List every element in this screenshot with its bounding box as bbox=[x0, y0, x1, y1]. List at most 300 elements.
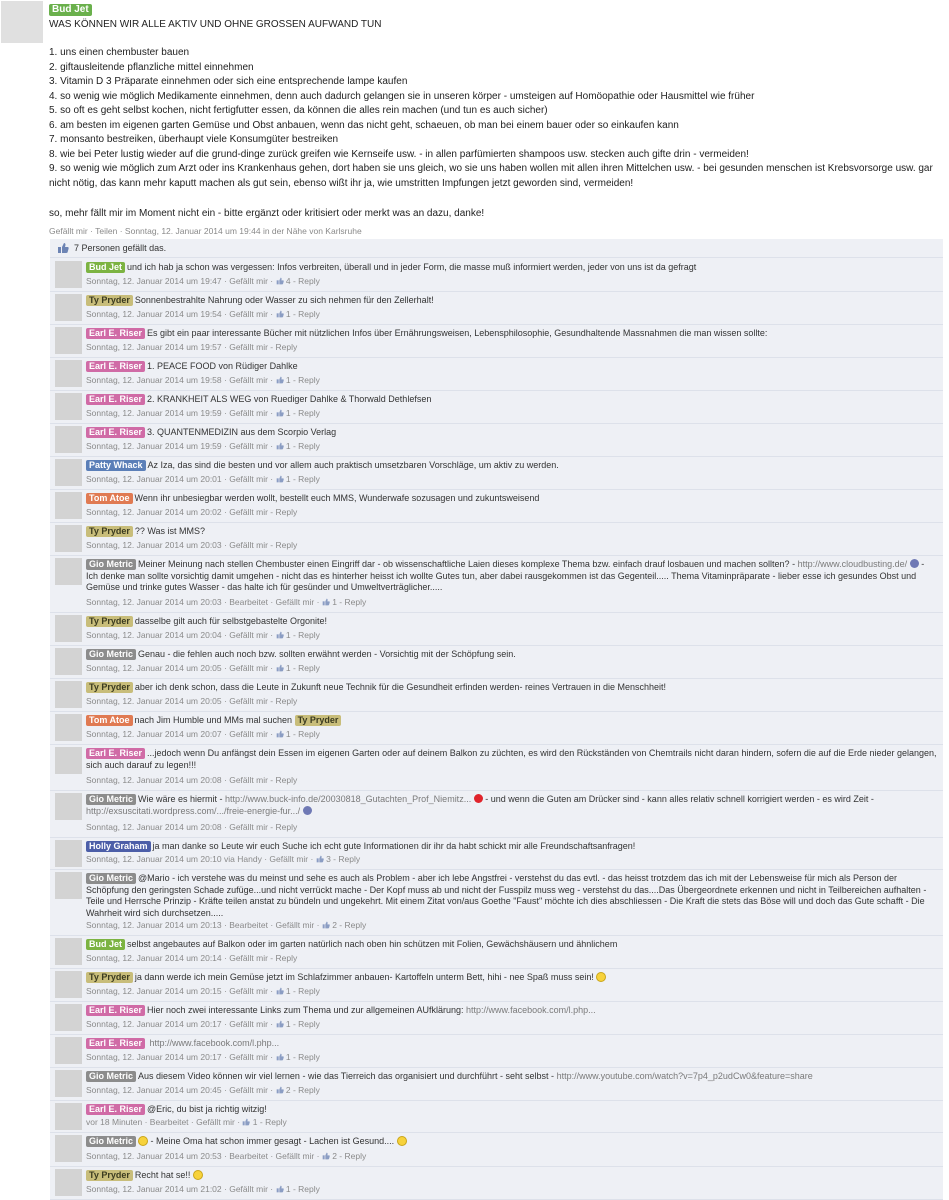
avatar[interactable] bbox=[55, 558, 82, 585]
comment-author[interactable]: Earl E. Riser bbox=[86, 1005, 145, 1016]
comment-author[interactable]: Ty Pryder bbox=[86, 972, 133, 983]
like-count[interactable]: 1 bbox=[285, 986, 291, 996]
comment-timestamp[interactable]: Sonntag, 12. Januar 2014 um 20:04 bbox=[86, 630, 222, 640]
comment-meta: Sonntag, 12. Januar 2014 um 20:01 · Gefällt mir · 1 - Reply bbox=[86, 474, 320, 484]
comment-link[interactable]: http://www.facebook.com/l.php... bbox=[149, 1038, 280, 1048]
reply-link[interactable]: Reply bbox=[298, 375, 320, 385]
like-link[interactable]: Gefällt mir bbox=[229, 408, 268, 418]
comment-row bbox=[50, 259, 943, 292]
comment-text: dasselbe gilt auch für selbstgebastelte Orgonite! bbox=[134, 616, 327, 626]
comment-timestamp[interactable]: Sonntag, 12. Januar 2014 um 20:53 bbox=[86, 1151, 222, 1161]
comment-timestamp[interactable]: Sonntag, 12. Januar 2014 um 19:59 bbox=[86, 408, 222, 418]
comment-row bbox=[50, 679, 943, 712]
comment-body bbox=[86, 972, 938, 984]
comment-text: und ich hab ja schon was vergessen: Infos verbreiten, überall und in jeder Form, die masse muß informiert werden, jeder von uns ist da gefragt bbox=[127, 262, 697, 272]
comment-meta: Sonntag, 12. Januar 2014 um 19:57 · Gefällt mir - Reply bbox=[86, 342, 298, 352]
like-link[interactable]: Gefällt mir bbox=[229, 276, 268, 286]
like-count[interactable]: 1 bbox=[285, 408, 291, 418]
post-body bbox=[49, 46, 939, 191]
likes-bar bbox=[50, 239, 943, 258]
comment-timestamp[interactable]: Sonntag, 12. Januar 2014 um 20:05 bbox=[86, 663, 222, 673]
like-count[interactable]: 2 bbox=[332, 1151, 337, 1161]
comment-link[interactable]: http://www.buck-info.de/20030818_Gutachten_Prof_Niemitz... bbox=[225, 794, 472, 804]
comment-link[interactable]: http://www.facebook.com/l.php... bbox=[466, 1005, 596, 1015]
like-link[interactable]: Gefällt mir bbox=[49, 226, 88, 236]
thumbs-up-icon bbox=[276, 1053, 284, 1061]
comment-timestamp[interactable]: Sonntag, 12. Januar 2014 um 20:03 bbox=[86, 540, 222, 550]
like-link[interactable]: Gefällt mir bbox=[229, 474, 268, 484]
reply-link[interactable]: Reply bbox=[298, 1019, 320, 1029]
post-line: 1. uns einen chembuster bauen bbox=[49, 47, 190, 58]
post-line: 6. am besten im eigenen garten Gemüse und Obst anbauen, wenn das nicht geht, schaeuen, ob man bei einem bauer oder so einkaufen kann bbox=[49, 119, 679, 131]
like-count[interactable]: 1 bbox=[285, 729, 291, 739]
post-timestamp[interactable]: Sonntag, 12. Januar 2014 um 19:44 bbox=[124, 226, 261, 236]
reply-link[interactable]: Reply bbox=[298, 729, 320, 739]
comment-body bbox=[86, 939, 938, 951]
comment-text: Wenn ihr unbesiegbar werden wollt, bestellt euch MMS, Wunderwafe sozusagen und zukuntsweisend bbox=[134, 493, 540, 503]
comment-text: ja dann werde ich mein Gemüse jetzt im Schlafzimmer anbauen- Kartoffeln unterm Bett, hihi - nee Spaß muss sein! bbox=[134, 972, 594, 982]
comment-meta: Sonntag, 12. Januar 2014 um 20:05 · Gefällt mir · 1 - Reply bbox=[86, 663, 320, 673]
comment-author[interactable]: Earl E. Riser bbox=[86, 427, 145, 438]
via-handy-label[interactable]: via Handy bbox=[224, 854, 262, 864]
post-line: 4. so wenig wie möglich Medikamente einnehmen, denn auch dadurch gelangen sie in unseren körper - umsteigen auf Homöopathie oder Hausmittel wie früher bbox=[49, 90, 755, 102]
comment-text: - Ich denke man sollte vorsichtig damit umgehen - nicht das es hinterher heisst ich wollte Gutes tun, aber dabei rausgekommen ist das Gegenteil..... Thema Vitaminpräparate - lieber esse ich gesundes Obst und Gemüse und trinke gutes Wasser - das halte ich für gesünder und Umweltverträglicher..... bbox=[86, 559, 925, 592]
post-title: WAS KÖNNEN WIR ALLE AKTIV UND OHNE GROSSEN AUFWAND TUN bbox=[49, 19, 382, 30]
reply-link[interactable]: Reply bbox=[275, 775, 298, 785]
post-line: 3. Vitamin D 3 Präparate einnehmen oder sich eine entsprechende lampe kaufen bbox=[49, 76, 408, 87]
edited-label[interactable]: Bearbeitet bbox=[229, 1151, 268, 1161]
comment-author[interactable]: Gio Metric bbox=[86, 794, 136, 805]
reply-link[interactable]: Reply bbox=[275, 507, 298, 517]
thumbs-up-icon bbox=[276, 442, 284, 450]
comment-timestamp[interactable]: Sonntag, 12. Januar 2014 um 19:59 bbox=[86, 441, 222, 451]
comment-body bbox=[86, 748, 938, 771]
avatar[interactable] bbox=[55, 872, 82, 899]
like-link[interactable]: Gefällt mir bbox=[229, 507, 268, 517]
comment-meta: Sonntag, 12. Januar 2014 um 20:17 · Gefällt mir · 1 - Reply bbox=[86, 1019, 320, 1029]
comment-body bbox=[86, 493, 938, 505]
comment-meta: Sonntag, 12. Januar 2014 um 19:59 · Gefällt mir · 1 - Reply bbox=[86, 441, 320, 451]
reply-link[interactable]: Reply bbox=[275, 822, 298, 832]
comment-meta: Sonntag, 12. Januar 2014 um 20:04 · Gefällt mir · 1 - Reply bbox=[86, 630, 320, 640]
avatar[interactable] bbox=[55, 294, 82, 321]
reply-link[interactable]: Reply bbox=[338, 854, 361, 864]
reply-link[interactable]: Reply bbox=[298, 1184, 320, 1194]
external-link-icon[interactable] bbox=[910, 559, 919, 568]
comment-timestamp[interactable]: Sonntag, 12. Januar 2014 um 20:03 bbox=[86, 597, 222, 607]
like-link[interactable]: Gefällt mir bbox=[229, 1085, 268, 1095]
comment-timestamp[interactable]: Sonntag, 12. Januar 2014 um 20:45 bbox=[86, 1085, 222, 1095]
reply-link[interactable]: Reply bbox=[344, 920, 367, 930]
comment-author[interactable]: Gio Metric bbox=[86, 1136, 136, 1147]
comment-row bbox=[50, 1101, 943, 1133]
comment-row bbox=[50, 646, 943, 679]
like-count[interactable]: 1 bbox=[285, 1019, 291, 1029]
comment-body bbox=[86, 794, 938, 817]
smiley-icon bbox=[138, 1136, 148, 1146]
thumbs-up-icon bbox=[276, 1185, 284, 1193]
thumbs-up-icon bbox=[276, 376, 284, 384]
post-header bbox=[49, 3, 92, 16]
reply-link[interactable]: Reply bbox=[275, 696, 298, 706]
comment-timestamp[interactable]: Sonntag, 12. Januar 2014 um 20:15 bbox=[86, 986, 222, 996]
comment-author[interactable]: Ty Pryder bbox=[86, 526, 133, 537]
comment-row bbox=[50, 838, 943, 870]
edited-label[interactable]: Bearbeitet bbox=[149, 1117, 189, 1127]
like-link[interactable]: Gefällt mir bbox=[229, 822, 268, 832]
avatar[interactable] bbox=[55, 793, 82, 820]
comment-body bbox=[86, 1005, 938, 1017]
comment-body bbox=[86, 361, 938, 373]
reply-link[interactable]: Reply bbox=[298, 441, 320, 451]
comment-author[interactable]: Tom Atoe bbox=[86, 493, 133, 504]
like-link[interactable]: Gefällt mir bbox=[229, 342, 268, 352]
avatar[interactable] bbox=[55, 1103, 82, 1130]
comment-timestamp[interactable]: Sonntag, 12. Januar 2014 um 20:13 bbox=[86, 920, 222, 930]
post-closing: so, mehr fällt mir im Moment nicht ein - bitte ergänzt oder kritisiert oder merkt was an dazu, danke! bbox=[49, 208, 485, 219]
like-link[interactable]: Gefällt mir bbox=[229, 309, 268, 319]
avatar[interactable] bbox=[55, 1070, 82, 1097]
comment-link[interactable]: http://www.youtube.com/watch?v=7p4_p2udCw0&feature=share bbox=[556, 1071, 813, 1081]
post-author[interactable]: Bud Jet bbox=[49, 4, 92, 16]
reply-link[interactable]: Reply bbox=[344, 1151, 367, 1161]
comment-text: Wie wäre es hiermit - bbox=[138, 794, 223, 804]
thumbs-up-icon bbox=[276, 1020, 284, 1028]
reply-link[interactable]: Reply bbox=[298, 1085, 320, 1095]
reply-link[interactable]: Reply bbox=[298, 986, 320, 996]
comment-author[interactable]: Earl E. Riser bbox=[86, 328, 145, 339]
comment-meta: Sonntag, 12. Januar 2014 um 21:02 · Gefällt mir · 1 - Reply bbox=[86, 1184, 320, 1194]
comment-body bbox=[86, 1038, 938, 1050]
comment-meta: Sonntag, 12. Januar 2014 um 20:13 · Bearbeitet · Gefällt mir · 2 - Reply bbox=[86, 920, 367, 930]
avatar[interactable] bbox=[55, 615, 82, 642]
comment-body bbox=[86, 649, 938, 661]
reply-link[interactable]: Reply bbox=[298, 276, 320, 286]
comment-body bbox=[86, 1136, 938, 1148]
like-count[interactable]: 2 bbox=[332, 920, 337, 930]
thumbs-up-icon bbox=[276, 409, 284, 417]
thumbs-up-icon bbox=[276, 475, 284, 483]
reply-link[interactable]: Reply bbox=[275, 342, 298, 352]
external-link-icon[interactable] bbox=[303, 806, 312, 815]
comment-text: Hier noch zwei interessante Links zum Thema und zur allgemeinen AUfklärung: bbox=[147, 1005, 464, 1015]
post-line: 5. so oft es geht selbst kochen, nicht fertigfutter essen, da können die alles rein machen (und tun es auch sicher) bbox=[49, 105, 548, 116]
comment-timestamp[interactable]: Sonntag, 12. Januar 2014 um 20:08 bbox=[86, 822, 222, 832]
avatar[interactable] bbox=[55, 459, 82, 486]
comment-text: @Eric, du bist ja richtig witzig! bbox=[147, 1104, 267, 1114]
comments-section bbox=[50, 239, 943, 1200]
comment-timestamp[interactable]: Sonntag, 12. Januar 2014 um 20:05 bbox=[86, 696, 222, 706]
thumbs-up-icon bbox=[276, 730, 284, 738]
comment-meta: Sonntag, 12. Januar 2014 um 20:08 · Gefällt mir - Reply bbox=[86, 822, 298, 832]
comment-author[interactable]: Ty Pryder bbox=[86, 682, 133, 693]
comment-body bbox=[86, 682, 938, 694]
like-link[interactable]: Gefällt mir bbox=[229, 1184, 268, 1194]
comment-row bbox=[50, 391, 943, 424]
comment-text: - und wenn die Guten am Drücker sind - kann alles relativ schnell korrigiert werden - es wird Zeit - bbox=[485, 794, 874, 804]
comment-row bbox=[50, 613, 943, 646]
like-count[interactable]: 1 bbox=[332, 597, 337, 607]
smiley-icon bbox=[596, 972, 606, 982]
edited-label[interactable]: Bearbeitet bbox=[229, 920, 268, 930]
comment-author[interactable]: Earl E. Riser bbox=[86, 748, 145, 759]
avatar[interactable] bbox=[55, 393, 82, 420]
comment-meta: Sonntag, 12. Januar 2014 um 20:05 · Gefällt mir - Reply bbox=[86, 696, 298, 706]
comment-author[interactable]: Gio Metric bbox=[86, 559, 136, 570]
comment-body bbox=[86, 715, 938, 727]
comment-row bbox=[50, 969, 943, 1002]
comment-text: 3. QUANTENMEDIZIN aus dem Scorpio Verlag bbox=[147, 427, 337, 437]
comment-row bbox=[50, 490, 943, 523]
comment-author[interactable]: Holly Graham bbox=[86, 841, 151, 852]
avatar[interactable] bbox=[55, 261, 82, 288]
likes-suffix: gefällt das. bbox=[122, 243, 167, 253]
comment-row bbox=[50, 870, 943, 936]
reply-link[interactable]: Reply bbox=[275, 540, 298, 550]
like-link[interactable]: Gefällt mir bbox=[269, 854, 309, 864]
like-count[interactable]: 1 bbox=[285, 1052, 291, 1062]
comment-text: - Meine Oma hat schon immer gesagt - Lachen ist Gesund.... bbox=[150, 1136, 395, 1146]
thumbs-up-icon bbox=[276, 631, 284, 639]
comment-body bbox=[86, 873, 938, 919]
avatar[interactable] bbox=[55, 648, 82, 675]
comment-meta: Sonntag, 12. Januar 2014 um 20:08 · Gefällt mir - Reply bbox=[86, 775, 298, 785]
thumbs-up-icon bbox=[276, 1086, 284, 1094]
avatar[interactable] bbox=[55, 1037, 82, 1064]
comment-author[interactable]: Bud Jet bbox=[86, 262, 125, 273]
comment-timestamp[interactable]: Sonntag, 12. Januar 2014 um 20:17 bbox=[86, 1019, 222, 1029]
comment-text: aber ich denk schon, dass die Leute in Zukunft neue Technik für die Gesundheit erfinden werden- reines Vertrauen in die Menschheit! bbox=[134, 682, 667, 692]
avatar[interactable] bbox=[55, 971, 82, 998]
like-count[interactable]: 4 bbox=[285, 276, 291, 286]
comment-timestamp[interactable]: Sonntag, 12. Januar 2014 um 20:01 bbox=[86, 474, 222, 484]
comment-timestamp[interactable]: Sonntag, 12. Januar 2014 um 19:47 bbox=[86, 276, 222, 286]
edited-label[interactable]: Bearbeitet bbox=[229, 597, 268, 607]
like-link[interactable]: Gefällt mir bbox=[229, 775, 268, 785]
comment-row bbox=[50, 424, 943, 457]
mention-tag[interactable]: Ty Pryder bbox=[295, 715, 342, 726]
comment-meta: vor 18 Minuten · Bearbeitet · Gefällt mir · 1 - Reply bbox=[86, 1117, 287, 1127]
comment-body bbox=[86, 841, 938, 853]
thumbs-up-icon bbox=[322, 921, 330, 929]
comment-body bbox=[86, 526, 938, 538]
post-line: 8. wie bei Peter lustig wieder auf die grund-dinge zurück greifen wie Kernseife usw. - in allen parfümierten shampoos usw. stecken auch gifte drin - vermeiden! bbox=[49, 148, 749, 160]
like-count[interactable]: 1 bbox=[285, 1184, 291, 1194]
like-count[interactable]: 1 bbox=[252, 1117, 258, 1127]
comment-text: selbst angebautes auf Balkon oder im garten natürlich nach oben hin schützen mit Folien, Gewächshäusern und ähnlichem bbox=[127, 939, 618, 949]
comment-text: 1. PEACE FOOD von Rüdiger Dahlke bbox=[147, 361, 298, 371]
comment-author[interactable]: Ty Pryder bbox=[86, 616, 133, 627]
comment-meta: Sonntag, 12. Januar 2014 um 20:53 · Bearbeitet · Gefällt mir · 2 - Reply bbox=[86, 1151, 367, 1161]
comment-text: Genau - die fehlen auch noch bzw. sollten erwähnt werden - Vorsichtig mit der Schöpfung sein. bbox=[138, 649, 516, 659]
comment-timestamp[interactable]: Sonntag, 12. Januar 2014 um 20:14 bbox=[86, 953, 222, 963]
like-link[interactable]: Gefällt mir bbox=[229, 986, 268, 996]
avatar[interactable] bbox=[55, 747, 82, 774]
like-link[interactable]: Gefällt mir bbox=[229, 630, 268, 640]
avatar[interactable] bbox=[55, 1169, 82, 1196]
comment-author[interactable]: Bud Jet bbox=[86, 939, 125, 950]
avatar[interactable] bbox=[55, 525, 82, 552]
comment-row bbox=[50, 1167, 943, 1200]
comment-row bbox=[50, 745, 943, 791]
likes-count[interactable]: 7 Personen bbox=[74, 243, 121, 253]
avatar[interactable] bbox=[1, 1, 43, 43]
like-count[interactable]: 1 bbox=[285, 630, 291, 640]
comment-author[interactable]: Gio Metric bbox=[86, 649, 136, 660]
comment-timestamp[interactable]: Sonntag, 12. Januar 2014 um 19:57 bbox=[86, 342, 222, 352]
comment-row bbox=[50, 457, 943, 490]
comment-meta: Sonntag, 12. Januar 2014 um 20:45 · Gefällt mir · 2 - Reply bbox=[86, 1085, 320, 1095]
comment-meta: Sonntag, 12. Januar 2014 um 20:17 · Gefällt mir · 1 - Reply bbox=[86, 1052, 320, 1062]
comment-author[interactable]: Gio Metric bbox=[86, 1071, 136, 1082]
comment-body bbox=[86, 1104, 938, 1116]
share-link[interactable]: Teilen bbox=[95, 226, 118, 236]
comment-author[interactable]: Earl E. Riser bbox=[86, 394, 145, 405]
comment-row bbox=[50, 325, 943, 358]
like-link[interactable]: Gefällt mir bbox=[275, 597, 315, 607]
comment-text: 2. KRANKHEIT ALS WEG von Ruediger Dahlke & Thorwald Dethlefsen bbox=[147, 394, 432, 404]
reply-link[interactable]: Reply bbox=[298, 630, 320, 640]
like-count[interactable]: 1 bbox=[285, 375, 291, 385]
comment-row bbox=[50, 358, 943, 391]
comment-meta: Sonntag, 12. Januar 2014 um 19:59 · Gefällt mir · 1 - Reply bbox=[86, 408, 320, 418]
post-line: 9. so wenig wie möglich zum Arzt oder ins Krankenhaus gehen, dort haben sie uns gleich, wo sie uns haben wollen mit allen ihren Mittelchen usw. - bei gesunden menschen ist Krebsvorsorge usw. gar nicht nötig, das kann mehr kaputt machen als gut sein, ebenso wißt ihr ja, wie umstritten Impfungen jetzt geworden sind, vermeiden! bbox=[49, 163, 933, 189]
comment-row bbox=[50, 523, 943, 556]
thumbs-up-icon bbox=[322, 1152, 330, 1160]
comment-timestamp[interactable]: Sonntag, 12. Januar 2014 um 20:02 bbox=[86, 507, 222, 517]
avatar[interactable] bbox=[55, 840, 82, 867]
avatar[interactable] bbox=[55, 714, 82, 741]
comment-timestamp[interactable]: Sonntag, 12. Januar 2014 um 21:02 bbox=[86, 1184, 222, 1194]
like-link[interactable]: Gefällt mir bbox=[229, 953, 268, 963]
like-link[interactable]: Gefällt mir bbox=[229, 663, 268, 673]
like-link[interactable]: Gefällt mir bbox=[229, 1019, 268, 1029]
comment-body bbox=[86, 427, 938, 439]
comment-text: nach Jim Humble und MMs mal suchen bbox=[134, 715, 293, 725]
comment-timestamp[interactable]: Sonntag, 12. Januar 2014 um 19:58 bbox=[86, 375, 222, 385]
comment-row bbox=[50, 292, 943, 325]
avatar[interactable] bbox=[55, 327, 82, 354]
comment-timestamp[interactable]: Sonntag, 12. Januar 2014 um 20:07 bbox=[86, 729, 222, 739]
reply-link[interactable]: Reply bbox=[298, 663, 320, 673]
comment-timestamp[interactable]: Sonntag, 12. Januar 2014 um 20:17 bbox=[86, 1052, 222, 1062]
comment-text: @Mario - ich verstehe was du meinst und sehe es auch als Problem - aber ich lebe Angstfrei - verstehst du das evtl. - das heisst trotzdem das ich mit der Lebensweise für mich als Person der Schöpfung den geringsten Schade zufüge...und nicht verrückt mache - Der Kopf muss ab und nicht der Fusspilz muss weg - verstehst du das....Das Übergeordnete erkennen und nicht in Teilbereichen aufhalten - Teile und Herrsche Prinzip - Kräfte teilen anstat zu bündeln und ungekehrt. Mit einem Zitat von/aus Goethe "Faust" möchte ich dies abschliessen - Die Kraft die stets das Böse will und doch das Gute schafft - Die Wahrheit wird sich durchsetzen..... bbox=[86, 873, 927, 918]
comment-link[interactable]: http://exsuscitati.wordpress.com/.../freie-energie-fur.../ bbox=[86, 805, 301, 816]
comment-body bbox=[86, 616, 938, 628]
comment-author[interactable]: Tom Atoe bbox=[86, 715, 133, 726]
comment-timestamp[interactable]: vor 18 Minuten bbox=[86, 1117, 143, 1127]
comment-text: Meiner Meinung nach stellen Chembuster einen Eingriff dar - ob wissenschaftliche Laien dieses komplexe Thema bzw. einfach drauf losbauen und machen sollten? - bbox=[138, 559, 796, 569]
comment-author[interactable]: Ty Pryder bbox=[86, 295, 133, 306]
thumbs-up-icon bbox=[57, 242, 69, 254]
comment-text: Aus diesem Video können wir viel lernen - wie das Tierreich das organisiert und durchführt - seht selbst - bbox=[138, 1071, 555, 1081]
like-link[interactable]: Gefällt mir bbox=[229, 441, 268, 451]
comment-row bbox=[50, 1133, 943, 1167]
comment-author[interactable]: Earl E. Riser bbox=[86, 361, 145, 372]
comment-row bbox=[50, 1002, 943, 1035]
reply-link[interactable]: Reply bbox=[298, 309, 320, 319]
like-count[interactable]: 1 bbox=[285, 441, 291, 451]
comment-text: Az Iza, das sind die besten und vor allem auch praktisch umsetzbaren Vorschläge, um aktiv zu werden. bbox=[147, 460, 559, 470]
comment-author[interactable]: Ty Pryder bbox=[86, 1170, 133, 1181]
avatar[interactable] bbox=[55, 1004, 82, 1031]
comment-meta: Sonntag, 12. Januar 2014 um 20:10 via Handy · Gefällt mir · 3 - Reply bbox=[86, 854, 361, 864]
avatar[interactable] bbox=[55, 681, 82, 708]
comment-timestamp[interactable]: Sonntag, 12. Januar 2014 um 19:54 bbox=[86, 309, 222, 319]
thumbs-up-icon bbox=[276, 664, 284, 672]
comment-text: Es gibt ein paar interessante Bücher mit nützlichen Infos über Ernährungsweisen, Lebensphilosophie, Gesundhaltende Massnahmen die man wissen sollte: bbox=[147, 328, 768, 338]
like-link[interactable]: Gefällt mir bbox=[275, 920, 315, 930]
comment-text: ...jedoch wenn Du anfängst dein Essen im eigenen Garten oder auf deinem Balkon zu züchten, es wird den Rückständen von Chemtrails nicht daran hindern, sofern die auf die Erde nieder gelangen, sich auch darauf zu legen!!! bbox=[86, 748, 937, 770]
avatar[interactable] bbox=[55, 426, 82, 453]
like-link[interactable]: Gefällt mir bbox=[229, 375, 268, 385]
reply-link[interactable]: Reply bbox=[265, 1117, 287, 1127]
like-count[interactable]: 2 bbox=[285, 1085, 291, 1095]
comment-row bbox=[50, 556, 943, 613]
like-count[interactable]: 1 bbox=[285, 474, 291, 484]
comment-timestamp[interactable]: Sonntag, 12. Januar 2014 um 20:08 bbox=[86, 775, 222, 785]
video-icon[interactable] bbox=[474, 794, 483, 803]
reply-link[interactable]: Reply bbox=[298, 474, 320, 484]
like-link[interactable]: Gefällt mir bbox=[229, 1052, 268, 1062]
comment-meta: Sonntag, 12. Januar 2014 um 20:02 · Gefällt mir - Reply bbox=[86, 507, 298, 517]
main-post bbox=[0, 0, 949, 240]
comment-meta: Sonntag, 12. Januar 2014 um 20:03 · Bearbeitet · Gefällt mir · 1 - Reply bbox=[86, 597, 367, 607]
comment-text: Sonnenbestrahlte Nahrung oder Wasser zu sich nehmen für den Zellerhalt! bbox=[134, 295, 434, 305]
comment-body bbox=[86, 1071, 938, 1083]
thumbs-up-icon bbox=[322, 598, 330, 606]
comment-timestamp[interactable]: Sonntag, 12. Januar 2014 um 20:10 bbox=[86, 854, 222, 864]
comment-body bbox=[86, 328, 938, 340]
likes-text bbox=[74, 243, 166, 253]
comment-meta: Sonntag, 12. Januar 2014 um 20:14 · Gefällt mir - Reply bbox=[86, 953, 298, 963]
reply-link[interactable]: Reply bbox=[275, 953, 298, 963]
avatar[interactable] bbox=[55, 492, 82, 519]
comment-author[interactable]: Patty Whack bbox=[86, 460, 146, 471]
like-count[interactable]: 1 bbox=[285, 309, 291, 319]
comment-meta: Sonntag, 12. Januar 2014 um 19:54 · Gefällt mir · 1 - Reply bbox=[86, 309, 320, 319]
reply-link[interactable]: Reply bbox=[298, 1052, 320, 1062]
thumbs-up-icon bbox=[276, 987, 284, 995]
comment-body bbox=[86, 262, 938, 274]
thumbs-up-icon bbox=[316, 855, 324, 863]
like-link[interactable]: Gefällt mir bbox=[229, 540, 268, 550]
comment-body bbox=[86, 559, 938, 594]
like-link[interactable]: Gefällt mir bbox=[229, 696, 268, 706]
comment-text: Recht hat se!! bbox=[134, 1170, 191, 1180]
thumbs-up-icon bbox=[276, 277, 284, 285]
comment-row bbox=[50, 1035, 943, 1068]
comment-link[interactable]: http://www.cloudbusting.de/ bbox=[797, 559, 908, 569]
like-link[interactable]: Gefällt mir bbox=[196, 1117, 235, 1127]
reply-link[interactable]: Reply bbox=[298, 408, 320, 418]
like-count[interactable]: 1 bbox=[285, 663, 291, 673]
avatar[interactable] bbox=[55, 360, 82, 387]
avatar[interactable] bbox=[55, 938, 82, 965]
comment-author[interactable]: Earl E. Riser bbox=[86, 1104, 145, 1115]
like-count[interactable]: 3 bbox=[326, 854, 331, 864]
post-location[interactable]: in der Nähe von Karlsruhe bbox=[262, 226, 362, 236]
comment-author[interactable]: Earl E. Riser bbox=[86, 1038, 145, 1049]
comment-row bbox=[50, 936, 943, 969]
avatar[interactable] bbox=[55, 1135, 82, 1162]
comment-author[interactable]: Gio Metric bbox=[86, 873, 136, 884]
comment-meta: Sonntag, 12. Januar 2014 um 20:03 · Gefällt mir - Reply bbox=[86, 540, 298, 550]
comment-body bbox=[86, 295, 938, 307]
like-link[interactable]: Gefällt mir bbox=[275, 1151, 315, 1161]
reply-link[interactable]: Reply bbox=[344, 597, 367, 607]
like-link[interactable]: Gefällt mir bbox=[229, 729, 268, 739]
